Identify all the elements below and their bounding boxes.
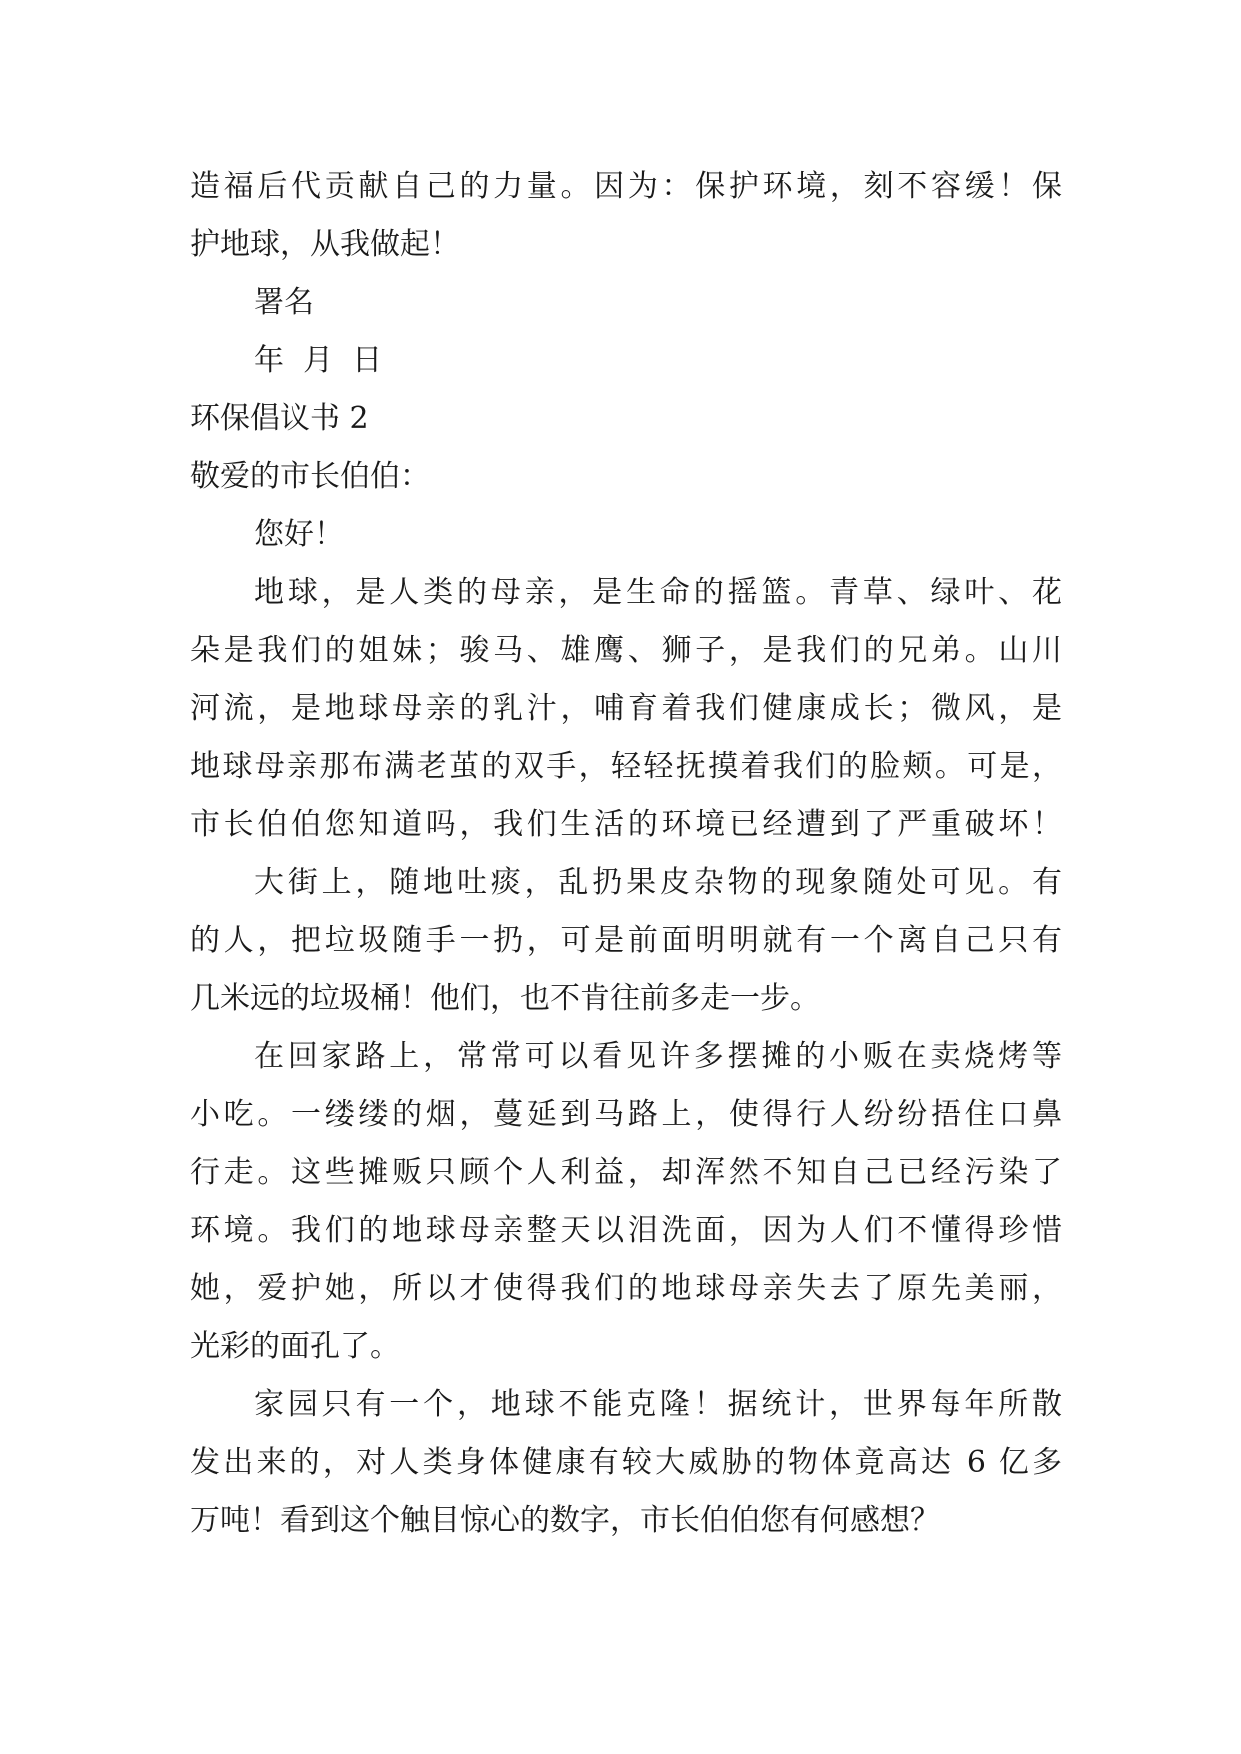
text-line: 小吃。一缕缕的烟，蔓延到马路上，使得行人纷纷捂住口鼻 xyxy=(190,1097,1062,1132)
text-line: 朵是我们的姐妹；骏马、雄鹰、狮子，是我们的兄弟。山川 xyxy=(190,633,1062,668)
date-placeholder: 年 月 日 xyxy=(254,343,383,378)
text-line: 发出来的，对人类身体健康有较大威胁的物体竟高达 6 亿多 xyxy=(190,1445,1062,1480)
text-line: 环境。我们的地球母亲整天以泪洗面，因为人们不懂得珍惜 xyxy=(190,1213,1062,1248)
document-page xyxy=(190,158,1062,1550)
greeting: 您好！ xyxy=(254,517,344,552)
text-line: 她，爱护她，所以才使得我们的地球母亲失去了原先美丽， xyxy=(190,1271,1062,1306)
text-line: 造福后代贡献自己的力量。因为：保护环境，刻不容缓！保 xyxy=(190,169,1062,204)
text-line: 行走。这些摊贩只顾个人利益，却浑然不知自己已经污染了 xyxy=(190,1155,1062,1190)
text-line: 市长伯伯您知道吗，我们生活的环境已经遭到了严重破坏！ xyxy=(190,807,1062,842)
text-line: 大街上，随地吐痰，乱扔果皮杂物的现象随处可见。有 xyxy=(254,865,1062,900)
section-title: 环保倡议书 2 xyxy=(190,401,369,436)
text-line: 护地球，从我做起！ xyxy=(190,227,460,262)
text-line: 河流，是地球母亲的乳汁，哺育着我们健康成长；微风，是 xyxy=(190,691,1062,726)
text-line: 地球母亲那布满老茧的双手，轻轻抚摸着我们的脸颊。可是， xyxy=(190,749,1062,784)
signature-label: 署名 xyxy=(254,285,314,320)
text-line: 家园只有一个，地球不能克隆！据统计，世界每年所散 xyxy=(254,1387,1062,1422)
text-line: 万吨！看到这个触目惊心的数字，市长伯伯您有何感想？ xyxy=(190,1503,940,1538)
text-line: 光彩的面孔了。 xyxy=(190,1329,400,1364)
text-line: 几米远的垃圾桶！他们，也不肯往前多走一步。 xyxy=(190,981,820,1016)
text-line: 在回家路上，常常可以看见许多摆摊的小贩在卖烧烤等 xyxy=(254,1039,1062,1074)
text-line: 的人，把垃圾随手一扔，可是前面明明就有一个离自己只有 xyxy=(190,923,1062,958)
text-line: 地球，是人类的母亲，是生命的摇篮。青草、绿叶、花 xyxy=(254,575,1062,610)
salutation: 敬爱的市长伯伯： xyxy=(190,459,430,494)
